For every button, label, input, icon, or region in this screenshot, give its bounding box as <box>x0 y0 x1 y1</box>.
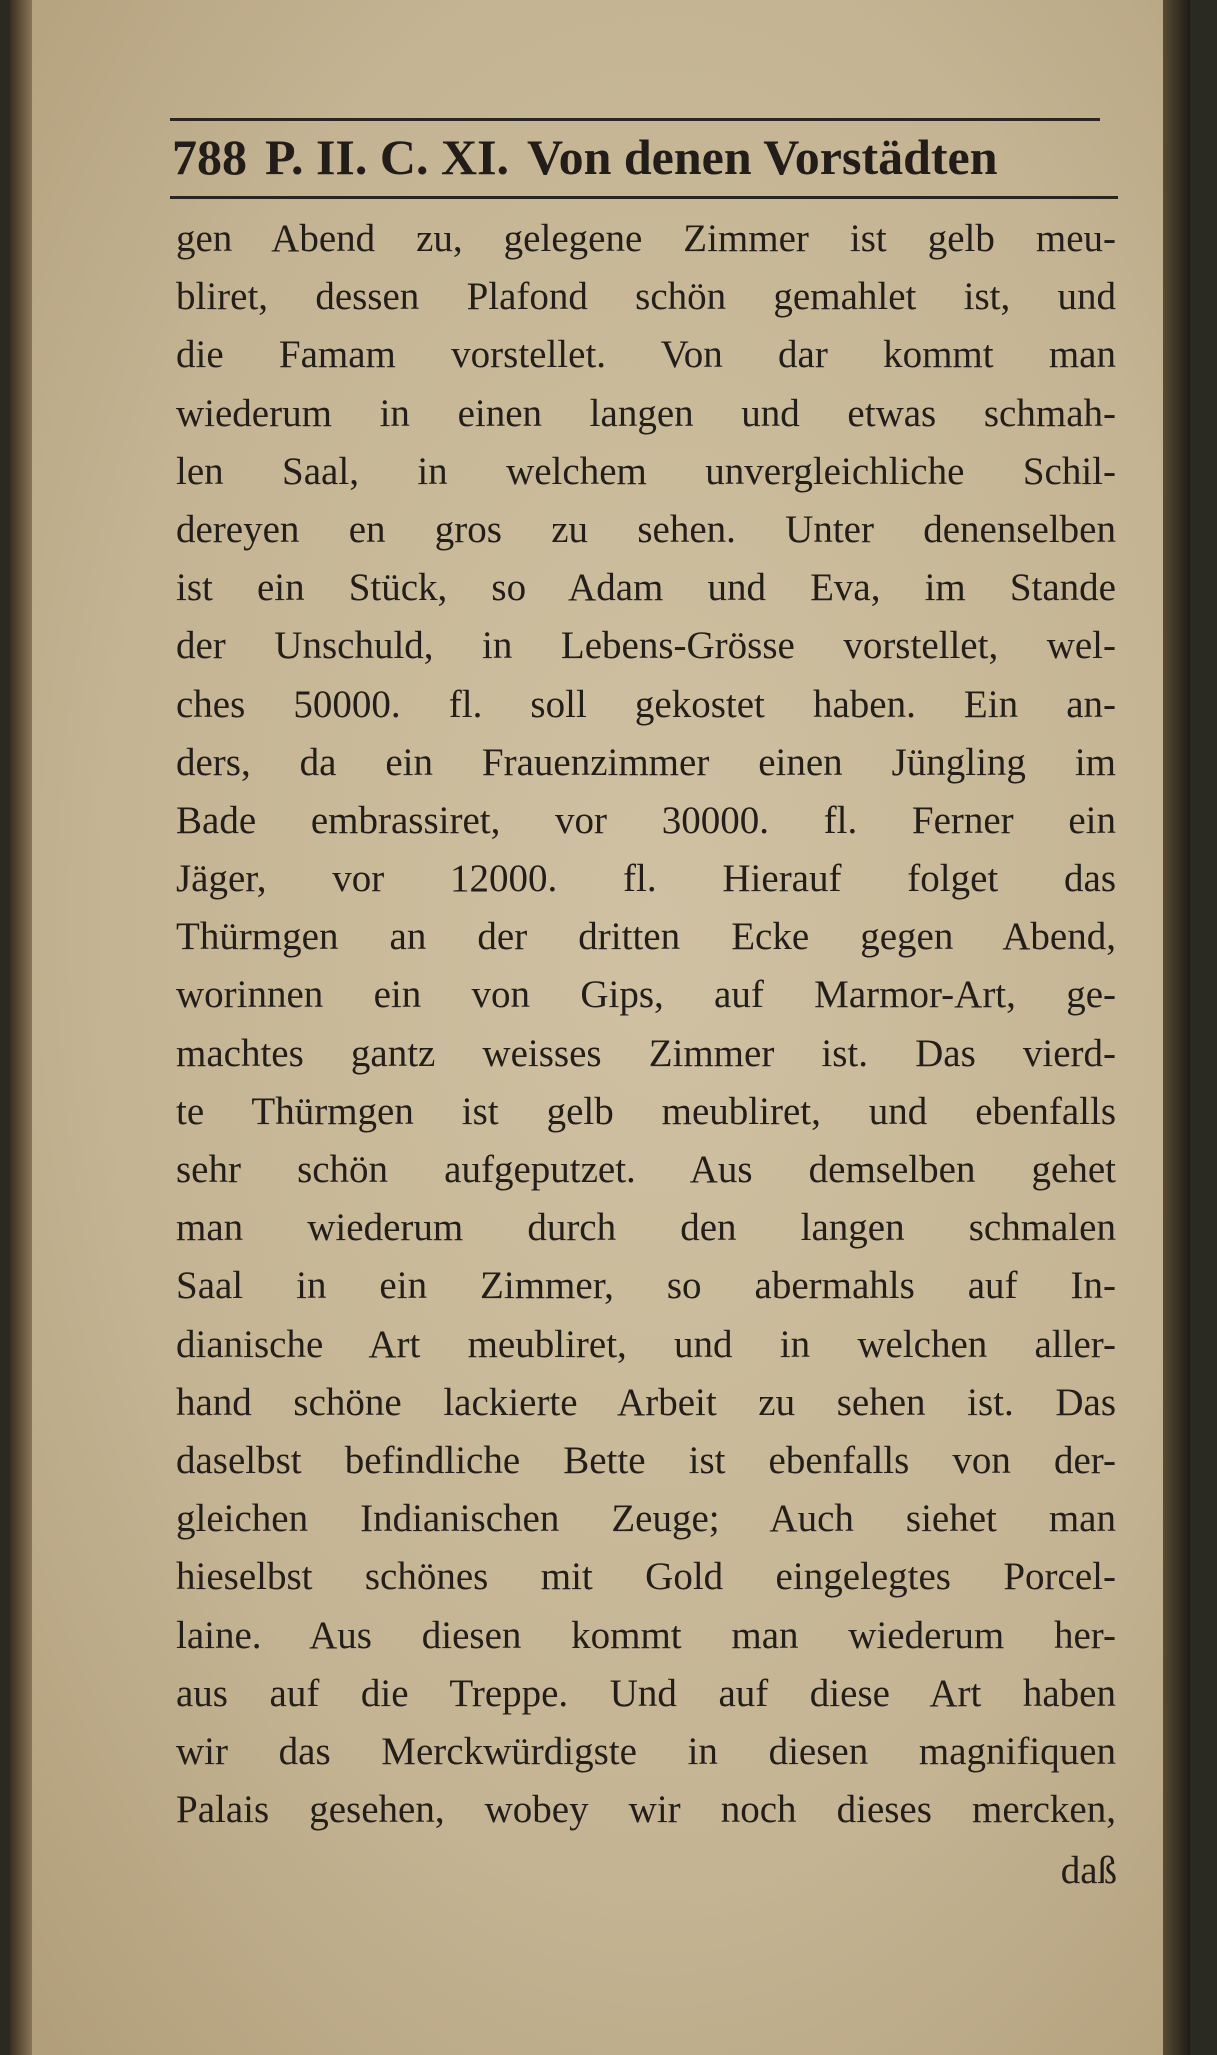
text-line: Thürmgen an der dritten Ecke gegen Abend, <box>176 915 1116 959</box>
text-line: machtes gantz weisses Zimmer ist. Das vierd- <box>176 1031 1116 1075</box>
text-line: Bade embrassiret, vor 30000. fl. Ferner ein <box>176 798 1116 842</box>
binding-shadow <box>10 0 32 2055</box>
text-line: gleichen Indianischen Zeuge; Auch siehet man <box>176 1497 1116 1541</box>
section-reference: P. II. C. XI. <box>265 129 510 185</box>
page-number: 788 <box>172 129 247 185</box>
text-line: Saal in ein Zimmer, so abermahls auf In- <box>176 1264 1116 1308</box>
text-line: der Unschuld, in Lebens-Grösse vorstellet, wel- <box>176 624 1116 668</box>
running-title: Von denen Vorstädten <box>527 129 998 185</box>
text-line: laine. Aus diesen kommt man wiederum her- <box>176 1613 1116 1657</box>
text-line: daselbst befindliche Bette ist ebenfalls von der- <box>176 1438 1116 1482</box>
text-line: len Saal, in welchem unvergleichliche Schil- <box>176 449 1116 493</box>
header-rule-top <box>170 118 1100 121</box>
text-line: worinnen ein von Gips, auf Marmor-Art, ge- <box>176 973 1116 1017</box>
text-line: Jäger, vor 12000. fl. Hierauf folget das <box>176 857 1116 901</box>
text-line: gen Abend zu, gelegene Zimmer ist gelb meu- <box>176 217 1116 260</box>
header-rule-bottom <box>170 196 1118 199</box>
text-line: aus auf die Treppe. Und auf diese Art haben <box>176 1671 1116 1715</box>
text-line: wiederum in einen langen und etwas schmah- <box>176 391 1116 435</box>
text-line: bliret, dessen Plafond schön gemahlet ist, und <box>176 275 1116 319</box>
text-line: man wiederum durch den langen schmalen <box>176 1206 1116 1250</box>
text-line: te Thürmgen ist gelb meubliret, und ebenfalls <box>176 1089 1116 1133</box>
text-line: sehr schön aufgeputzet. Aus demselben gehet <box>176 1148 1116 1191</box>
text-line: ches 50000. fl. soll gekostet haben. Ein an- <box>176 682 1116 726</box>
text-line: dereyen en gros zu sehen. Unter denenselben <box>176 507 1116 551</box>
text-line: hieselbst schönes mit Gold eingelegtes Porcel- <box>176 1555 1116 1599</box>
text-line: ist ein Stück, so Adam und Eva, im Stande <box>176 566 1116 610</box>
body-text <box>176 210 1116 1839</box>
text-line: wir das Merckwürdigste in diesen magnifiquen <box>176 1729 1116 1773</box>
text-line: dianische Art meubliret, und in welchen aller- <box>176 1322 1116 1366</box>
text-line: hand schöne lackierte Arbeit zu sehen ist. Das <box>176 1380 1116 1424</box>
text-line: ders, da ein Frauenzimmer einen Jüngling im <box>176 740 1116 784</box>
text-line: Palais gesehen, wobey wir noch dieses mercken, <box>176 1788 1116 1832</box>
page-edge <box>1163 0 1190 2055</box>
text-line: die Famam vorstellet. Von dar kommt man <box>176 333 1116 377</box>
running-header <box>172 128 1092 186</box>
catchword: daß <box>1060 1849 1117 1892</box>
